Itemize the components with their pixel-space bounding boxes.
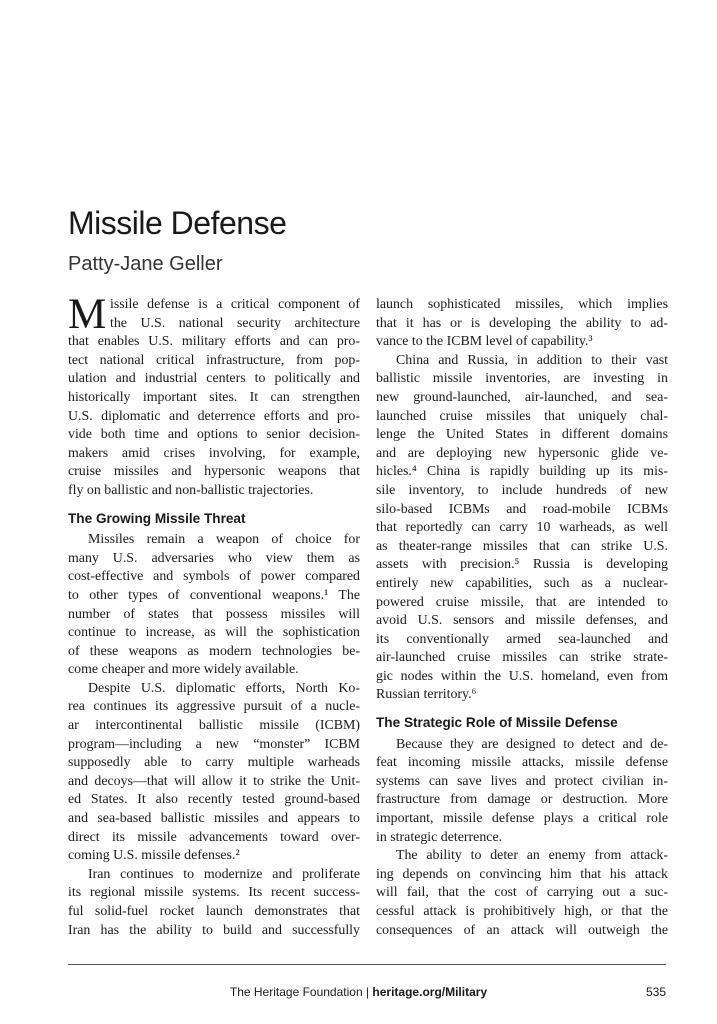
text-line: launch sophisticated missiles, which implies <box>376 297 668 312</box>
text-line: and decoys—that will allow it to strike the Unit- <box>68 773 360 789</box>
author-name: Patty-Jane Geller <box>68 253 223 275</box>
text-line: cost-effective and symbols of power compared <box>68 569 360 585</box>
text-line: vance to the ICBM level of capability.³ <box>376 334 593 350</box>
page-number: 535 <box>645 985 666 999</box>
text-line: to other types of conventional weapons.¹ The <box>68 587 360 603</box>
text-line: frastructure from damage or destruction. More <box>376 792 668 808</box>
text-line: Iran has the ability to build and successfully <box>68 922 360 938</box>
text-line: new ground-launched, air-launched, and sea- <box>376 389 668 405</box>
text-line: as theater-range missiles that can strike U.S. <box>376 538 668 554</box>
text-line: its conventionally armed sea-launched and <box>376 631 668 647</box>
text-line: U.S. diplomatic and deterrence efforts and pro- <box>68 408 360 424</box>
text-line: tect national critical infrastructure, from pop- <box>68 352 360 368</box>
text-line: assets with precision.⁵ Russia is developing <box>376 557 668 573</box>
footer-url-link[interactable]: heritage.org/Military <box>372 985 488 999</box>
footer-publisher: The Heritage Foundation <box>229 985 363 999</box>
right-column <box>376 296 668 940</box>
text-line: consequences of an attack will outweigh the <box>376 922 668 938</box>
footer-separator: | <box>362 985 373 999</box>
text-line: the U.S. national security architecture <box>110 315 360 331</box>
strategic-role-text <box>376 736 668 941</box>
text-line: entirely new capabilities, such as a nuclear- <box>376 575 668 591</box>
text-line: ing depends on convincing him that his attack <box>376 866 668 882</box>
footer-divider <box>68 964 666 965</box>
text-line: hicles.⁴ China is rapidly building up its mis- <box>376 464 668 480</box>
text-line: Despite U.S. diplomatic efforts, North Ko- <box>88 680 360 696</box>
text-line: fly on ballistic and non-ballistic trajectories. <box>68 482 314 498</box>
text-line: program—including a new “monster” ICBM <box>68 736 360 752</box>
text-line: ulation and industrial centers to politically and <box>68 371 360 387</box>
growing-threat-text-continued <box>376 296 668 705</box>
footer-credit <box>0 985 717 999</box>
text-line: makers amid crises involving, for example, <box>68 445 360 461</box>
text-line: launched cruise missiles that uniquely chal- <box>376 408 668 424</box>
text-line: that reportedly can carry 10 warheads, as well <box>376 520 668 536</box>
text-line: powered cruise missile, that are intended to <box>376 594 668 610</box>
text-line: will fail, that the cost of carrying out a suc- <box>376 885 668 901</box>
text-line: rea continues its aggressive pursuit of a nucle- <box>68 699 360 715</box>
text-line: Iran continues to modernize and proliferate <box>88 866 360 882</box>
text-line: historically important sites. It can strengthen <box>68 389 360 405</box>
page-title: Missile Defense <box>68 205 287 241</box>
text-line: issile defense is a critical component of <box>110 297 360 312</box>
text-line: number of states that possess missiles will <box>68 606 360 622</box>
text-line: systems can save lives and protect civilian in- <box>376 773 668 789</box>
section-heading-strategic-role: The Strategic Role of Missile Defense <box>376 715 618 731</box>
text-line: ar intercontinental ballistic missile (ICBM) <box>68 718 360 734</box>
text-line: Missiles remain a weapon of choice for <box>88 532 360 548</box>
text-line: China and Russia, in addition to their vast <box>396 352 668 368</box>
text-line: in strategic deterrence. <box>376 829 503 845</box>
text-line: important, missile defense plays a critical role <box>376 811 668 827</box>
growing-threat-text <box>68 531 360 940</box>
text-line: come cheaper and more widely available. <box>68 662 299 678</box>
drop-cap: M <box>68 291 107 338</box>
intro-paragraph <box>68 291 360 501</box>
text-line: many U.S. adversaries who view them as <box>68 550 360 566</box>
text-line: feat incoming missile attacks, missile defense <box>376 755 668 771</box>
text-line: Because they are designed to detect and de- <box>396 736 668 752</box>
text-line: supposedly able to carry multiple warheads <box>68 755 360 771</box>
text-line: ful solid-fuel rocket launch demonstrates that <box>68 904 360 919</box>
text-line: that it has or is developing the ability to ad- <box>376 315 668 331</box>
text-line: direct its missile advancements toward over- <box>68 829 360 845</box>
text-line: lenge the United States in different domains <box>376 427 668 443</box>
text-line: and sea-based ballistic missiles and appears to <box>68 811 360 827</box>
text-line: coming U.S. missile defenses.² <box>68 848 240 864</box>
text-line: ed States. It also recently tested ground-based <box>68 792 360 808</box>
section-heading-growing-missile-threat: The Growing Missile Threat <box>68 510 246 526</box>
text-line: and are deploying new hypersonic glide ve- <box>376 445 668 461</box>
text-line: its regional missile systems. Its recent success- <box>68 885 360 901</box>
text-line: of these weapons as modern technologies be- <box>68 643 360 659</box>
text-line: that enables U.S. military efforts and can pro- <box>68 334 360 350</box>
text-line: The ability to deter an enemy from attack- <box>396 848 668 864</box>
text-line: sile inventory, to include hundreds of new <box>376 482 668 498</box>
text-line: ballistic missile inventories, are investing in <box>376 371 668 387</box>
text-line: avoid U.S. sensors and missile defenses, and <box>376 613 668 629</box>
text-line: continue to increase, as will the sophistication <box>68 625 360 641</box>
text-line: gic nodes within the U.S. homeland, even from <box>376 668 668 684</box>
text-line: Russian territory.⁶ <box>376 687 477 703</box>
text-line: air-launched cruise missiles can strike strate- <box>376 650 668 666</box>
left-column <box>68 291 360 940</box>
text-line: silo-based ICBMs and road-mobile ICBMs <box>376 501 668 517</box>
text-line: cessful attack is prohibitively high, or that the <box>376 904 668 919</box>
text-line: cruise missiles and hypersonic weapons that <box>68 464 360 480</box>
text-line: vide both time and options to senior decision- <box>68 427 360 443</box>
